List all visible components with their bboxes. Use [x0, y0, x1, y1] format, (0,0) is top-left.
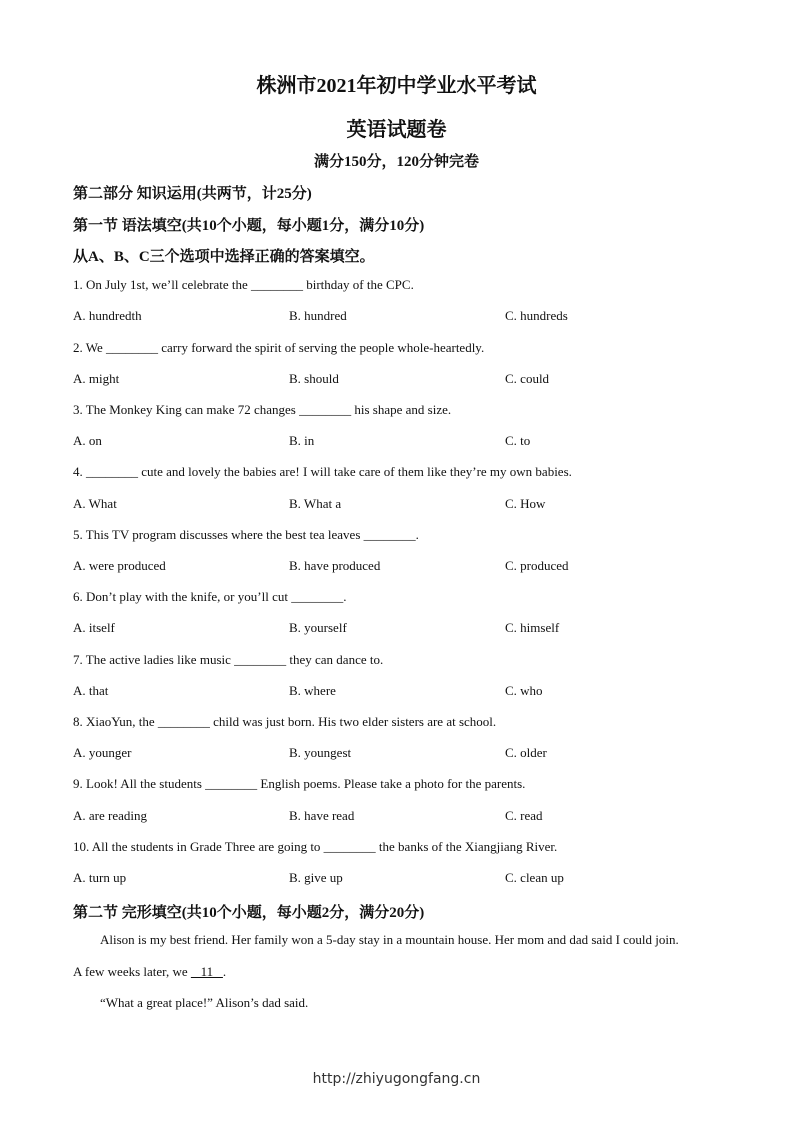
- option-c: C. could: [505, 371, 550, 386]
- option-b: B. youngest: [289, 745, 352, 760]
- question-stem: 4. ________ cute and lovely the babies are! I will take care of them like they’re my own babies.: [73, 464, 572, 479]
- option-b: B. hundred: [289, 308, 347, 323]
- option-a: A. What: [73, 496, 117, 511]
- cloze-blank: 11: [190, 964, 223, 979]
- option-c: C. older: [505, 745, 547, 760]
- footer-url[interactable]: http://zhiyugongfang.cn: [312, 1071, 481, 1087]
- part-heading: 第二部分 知识运用(共两节，计25分): [73, 186, 312, 202]
- option-c: C. How: [505, 496, 546, 511]
- cloze-paragraph-line: [73, 964, 226, 980]
- option-a: A. might: [73, 371, 120, 386]
- question-stem: 3. The Monkey King can make 72 changes ________ his shape and size.: [73, 402, 452, 417]
- option-c: C. produced: [505, 558, 569, 573]
- option-a: A. that: [73, 683, 109, 698]
- option-a: A. turn up: [73, 870, 127, 885]
- option-c: C. to: [505, 433, 531, 448]
- question-stem: 8. XiaoYun, the ________ child was just born. His two elder sisters are at school.: [73, 714, 497, 729]
- question-stem: 10. All the students in Grade Three are going to ________ the banks of the Xiangjiang River.: [73, 839, 558, 854]
- option-c: C. clean up: [505, 870, 564, 885]
- section1-heading: 第一节 语法填空(共10个小题，每小题1分，满分10分): [73, 218, 425, 234]
- exam-subtitle: 英语试题卷: [346, 119, 447, 141]
- option-b: B. where: [289, 683, 336, 698]
- option-b: B. What a: [289, 496, 342, 511]
- cloze-text: A few weeks later, we: [73, 964, 191, 979]
- option-a: A. were produced: [73, 558, 166, 573]
- option-c: C. read: [505, 808, 543, 823]
- option-b: B. have produced: [289, 558, 381, 573]
- option-c: C. who: [505, 683, 543, 698]
- question-stem: 6. Don’t play with the knife, or you’ll cut ________.: [73, 589, 347, 604]
- question-stem: 5. This TV program discusses where the best tea leaves ________.: [73, 527, 419, 542]
- section1-instruction: 从A、B、C三个选项中选择正确的答案填空。: [73, 249, 375, 265]
- cloze-paragraph-line: Alison is my best friend. Her family won a 5-day stay in a mountain house. Her mom and dad said I could join.: [100, 932, 679, 947]
- option-a: A. are reading: [73, 808, 147, 823]
- question-stem: 9. Look! All the students ________ English poems. Please take a photo for the parents.: [73, 776, 526, 791]
- option-a: A. itself: [73, 620, 115, 635]
- question-stem: 1. On July 1st, we’ll celebrate the ________ birthday of the CPC.: [73, 277, 414, 292]
- question-stem: 7. The active ladies like music ________ they can dance to.: [73, 652, 384, 667]
- option-b: B. in: [289, 433, 315, 448]
- question-stem: 2. We ________ carry forward the spirit of serving the people whole-heartedly.: [73, 340, 485, 355]
- section2-heading: 第二节 完形填空(共10个小题，每小题2分，满分20分): [73, 905, 425, 921]
- cloze-text: .: [222, 964, 227, 979]
- option-b: B. yourself: [289, 620, 347, 635]
- cloze-paragraph-line: “What a great place!” Alison’s dad said.: [100, 995, 309, 1010]
- option-a: A. hundredth: [73, 308, 142, 323]
- exam-meta: 满分150分，120分钟完卷: [313, 154, 479, 170]
- option-c: C. hundreds: [505, 308, 568, 323]
- option-b: B. have read: [289, 808, 355, 823]
- exam-title: 株洲市2021年初中学业水平考试: [256, 75, 537, 97]
- option-c: C. himself: [505, 620, 560, 635]
- option-a: A. on: [73, 433, 102, 448]
- option-a: A. younger: [73, 745, 132, 760]
- option-b: B. should: [289, 371, 339, 386]
- option-b: B. give up: [289, 870, 343, 885]
